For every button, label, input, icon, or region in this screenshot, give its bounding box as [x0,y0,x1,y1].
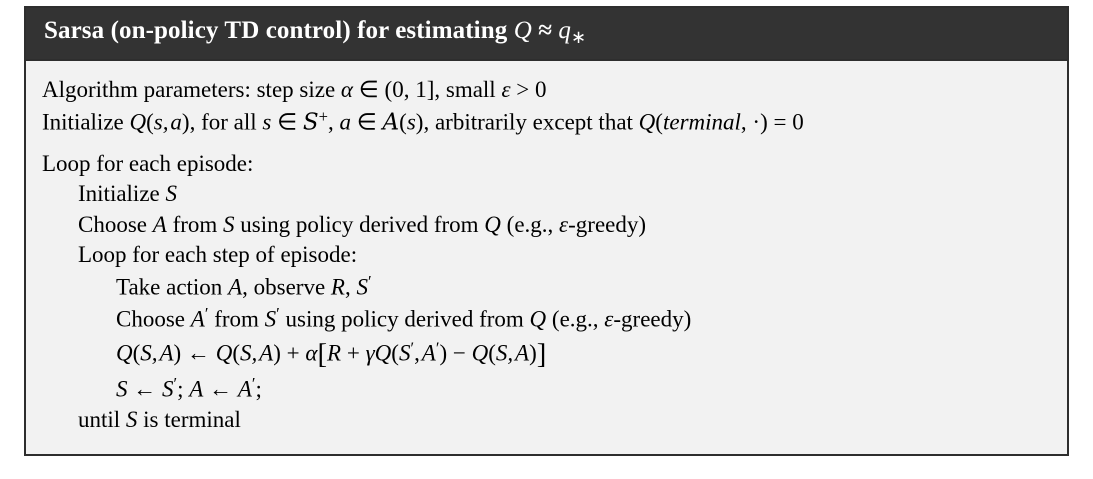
algorithm-line-initialize-q: Initialize Q(s, a), for all s ∈ S+, a ∈ A(s), arbitrarily except that Q(terminal, ·) = 0 [42,106,804,136]
title-approx-symbol: ≈ [538,17,553,44]
algorithm-line-assign: S ← S′; A ← A′; [116,374,262,402]
algorithm-line-loop-step: Loop for each step of episode: [78,242,358,268]
algorithm-line-take-action: Take action A, observe R, S′ [116,271,372,300]
algorithm-body [26,61,1067,454]
algorithm-title: Sarsa (on-policy TD control) for estimating $Q \approx q_∗$ [26,8,1067,61]
algorithm-line-initialize-s: Initialize S [78,181,177,207]
algorithm-box [24,6,1069,456]
algorithm-line-update-rule: Q(S, A) ← Q(S, A) + α[R + γQ(S′, A′) − Q(S, A)] [116,337,547,370]
algorithm-line-loop-episode: Loop for each episode: [42,150,254,176]
algorithm-line-choose-a-prime: Choose A′ from S′ using policy derived from Q (e.g., ε-greedy) [116,303,692,332]
algorithm-line-params: Algorithm parameters: step size α ∈ (0, 1], small ε > 0 [42,77,547,103]
algorithm-line-choose-a: Choose A from S using policy derived from Q (e.g., ε-greedy) [78,211,647,237]
algorithm-title-main: Sarsa (on-policy TD control) [44,17,351,44]
title-q-symbol: Q [513,17,532,44]
algorithm-title-for: for estimating [357,17,508,44]
algorithm-line-until: until S is terminal [78,407,241,433]
